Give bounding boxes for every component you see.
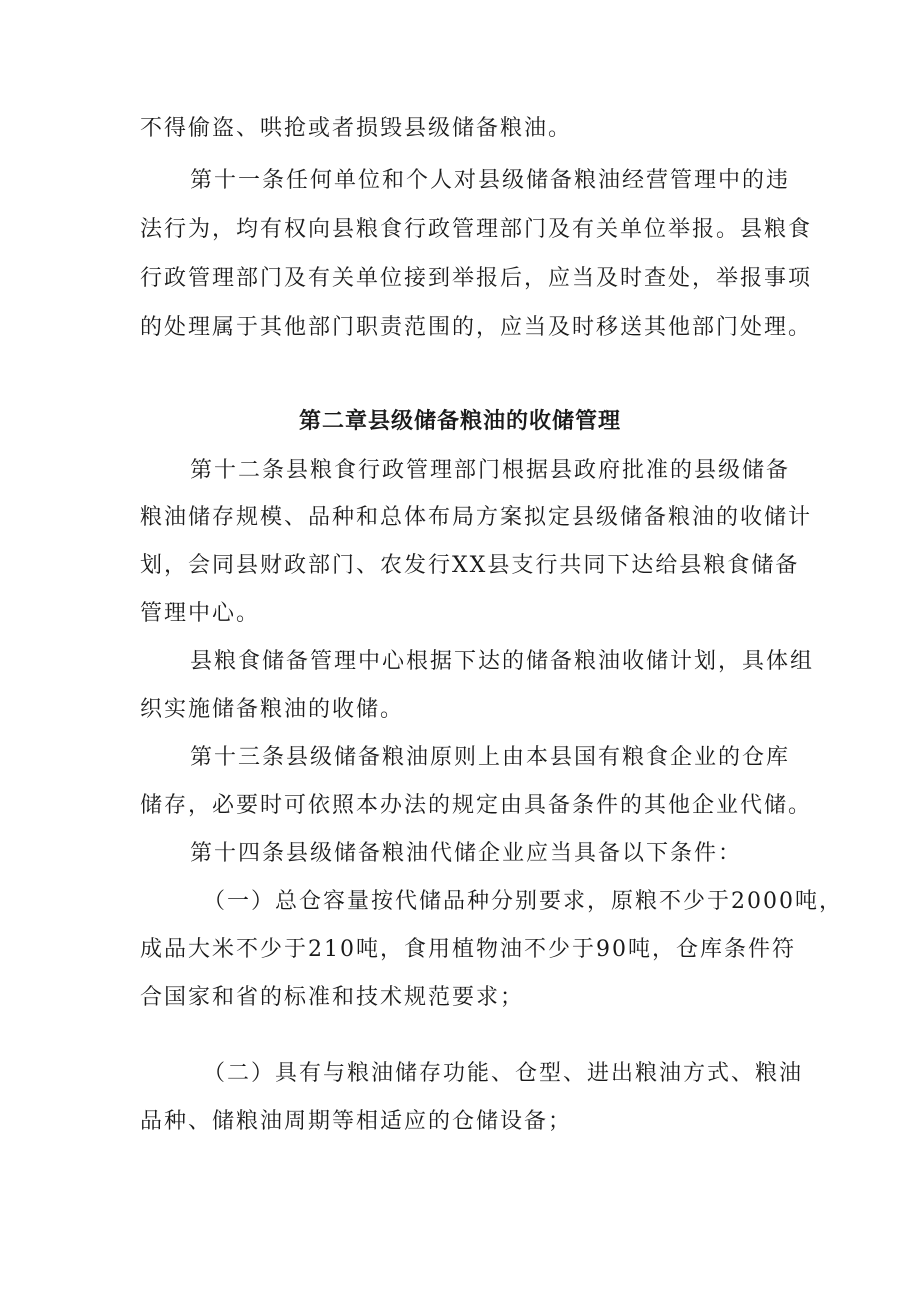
paragraph-line: 合国家和省的标准和技术规范要求； (140, 985, 525, 1010)
item-2-line: （二）具有与粮油储存功能、仓型、进出粮油方式、粮油 (203, 1061, 804, 1086)
paragraph-line: 的处理属于其他部门职责范围的，应当及时移送其他部门处理。 (140, 315, 813, 340)
article-12-line: 第十二条县粮食行政管理部门根据县政府批准的县级储备 (190, 458, 791, 483)
article-13-line: 第十三条县级储备粮油原则上由本县国有粮食企业的仓库 (190, 745, 791, 770)
item-1-line: （一）总仓容量按代储品种分别要求，原粮不少于2000吨， (203, 889, 843, 914)
paragraph-line: 不得偷盗、哄抢或者损毁县级储备粮油。 (140, 116, 573, 141)
paragraph-line: 储存，必要时可依照本办法的规定由具备条件的其他企业代储。 (140, 793, 813, 818)
paragraph-line: 划，会同县财政部门、农发行XX县支行共同下达给县粮食储备 (140, 553, 800, 578)
article-11-line: 第十一条任何单位和个人对县级储备粮油经营管理中的违 (190, 168, 791, 193)
paragraph-line: 品种、储粮油周期等相适应的仓储设备； (140, 1109, 573, 1134)
paragraph-line: 管理中心。 (140, 601, 261, 626)
article-14-line: 第十四条县级储备粮油代储企业应当具备以下条件： (190, 841, 743, 866)
paragraph-line: 粮油储存规模、品种和总体布局方案拟定县级储备粮油的收储计 (140, 505, 813, 530)
paragraph-line: 成品大米不少于210吨，食用植物油不少于90吨，仓库条件符 (140, 937, 796, 962)
paragraph-line: 行政管理部门及有关单位接到举报后，应当及时查处，举报事项 (140, 266, 813, 291)
chapter-heading: 第二章县级储备粮油的收储管理 (298, 409, 621, 434)
paragraph-line: 法行为，均有权向县粮食行政管理部门及有关单位举报。县粮食 (140, 217, 813, 242)
paragraph-line: 县粮食储备管理中心根据下达的储备粮油收储计划，具体组 (190, 649, 815, 674)
paragraph-line: 织实施储备粮油的收储。 (140, 697, 405, 722)
